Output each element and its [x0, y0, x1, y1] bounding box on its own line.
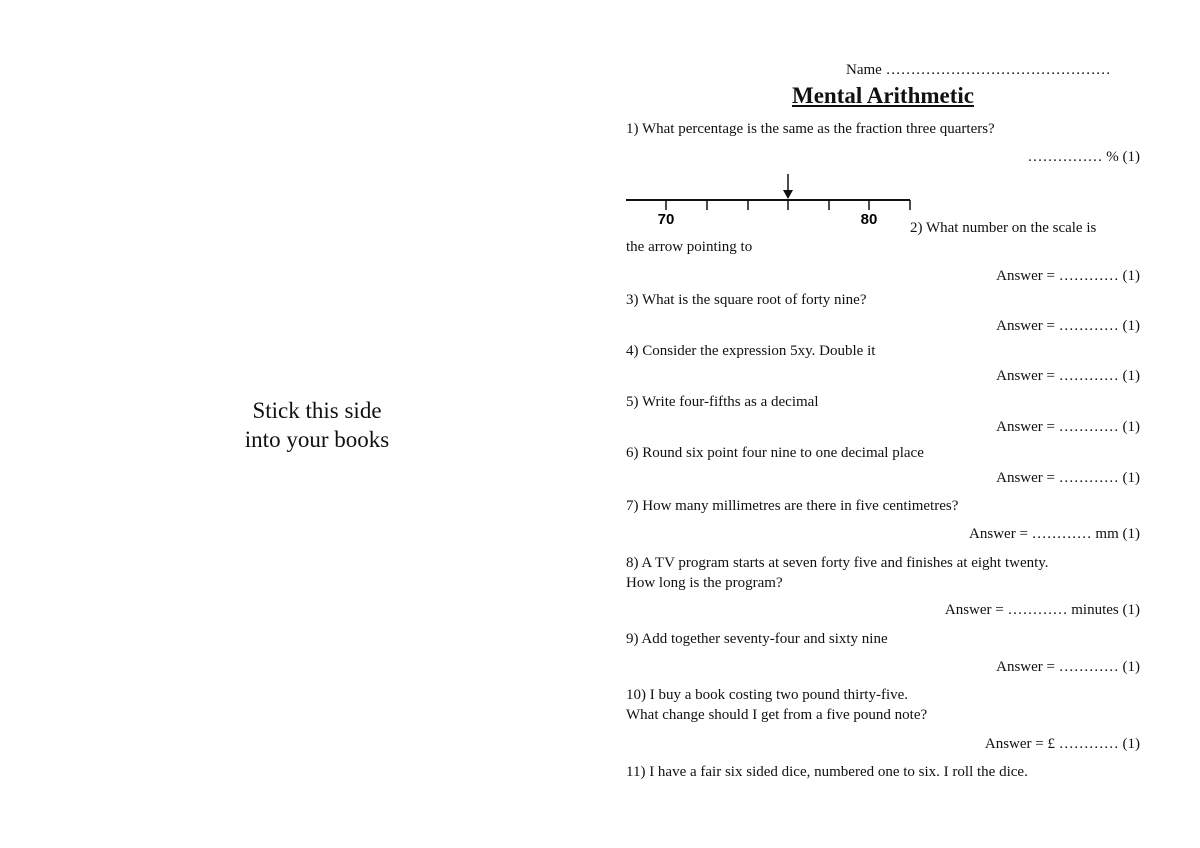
question-2-part-b: the arrow pointing to [626, 239, 753, 255]
answer-line-6: Answer = ………… (1) [996, 470, 1140, 486]
answer-line-7: Answer = ………… mm (1) [969, 526, 1140, 542]
number-scale [620, 168, 920, 228]
answer-line-1: …………… % (1) [1027, 149, 1140, 165]
name-field-label: Name ……………………………………… [846, 62, 1111, 78]
question-7: 7) How many millimetres are there in five centimetres? [626, 498, 959, 514]
stick-instruction [200, 396, 434, 454]
question-5: 5) Write four-fifths as a decimal [626, 394, 819, 410]
question-2-part-a: 2) What number on the scale is [910, 220, 1097, 236]
stick-line-2: into your books [244, 427, 390, 452]
scale-label-80: 80 [860, 211, 878, 228]
arrow-head-icon [783, 190, 793, 199]
question-10-part-b: What change should I get from a five pound note? [626, 707, 928, 723]
question-8-part-b: How long is the program? [626, 575, 783, 591]
question-6: 6) Round six point four nine to one decimal place [626, 445, 924, 461]
answer-line-8: Answer = ………… minutes (1) [944, 602, 1140, 618]
answer-line-9: Answer = ………… (1) [996, 659, 1140, 675]
question-11: 11) I have a fair six sided dice, numbered one to six. I roll the dice. [626, 764, 1028, 780]
page-title: Mental Arithmetic [791, 83, 975, 108]
question-1: 1) What percentage is the same as the fraction three quarters? [626, 121, 995, 137]
answer-line-10: Answer = £ ………… (1) [984, 736, 1140, 752]
answer-line-3: Answer = ………… (1) [996, 318, 1140, 334]
scale-ticks [666, 200, 910, 210]
question-8-part-a: 8) A TV program starts at seven forty five and finishes at eight twenty. [626, 555, 1049, 571]
question-9: 9) Add together seventy-four and sixty nine [626, 631, 888, 647]
stick-line-1: Stick this side [252, 398, 382, 423]
question-10-part-a: 10) I buy a book costing two pound thirty-five. [626, 687, 909, 703]
answer-line-2: Answer = ………… (1) [996, 268, 1140, 284]
question-3: 3) What is the square root of forty nine? [626, 292, 867, 308]
answer-line-5: Answer = ………… (1) [996, 419, 1140, 435]
scale-label-70: 70 [657, 211, 675, 228]
answer-line-4: Answer = ………… (1) [996, 368, 1140, 384]
question-4: 4) Consider the expression 5xy. Double it [626, 343, 876, 359]
